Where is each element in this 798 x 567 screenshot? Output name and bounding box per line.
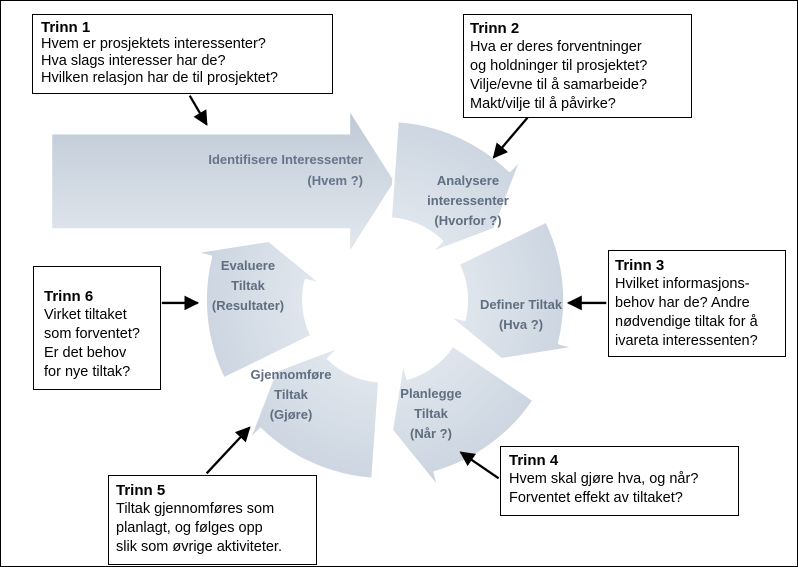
step1-text-line: Hva slags interesser har de? [41,53,226,69]
cycle-label-line: Definer Tiltak [479,297,563,312]
cycle-label-line: (Når ?) [410,426,452,441]
connector-step2-arrow [494,118,528,158]
step3-text-line: nødvendige tiltak for å [615,314,758,330]
cycle-label-line: Gjennomføre [250,367,332,382]
main-arrow-label-line: (Hvem ?) [307,173,363,188]
step5-text-line: Tiltak gjennomføres som [116,501,275,517]
step5-text-line: planlagt, og følges opp [116,520,263,536]
step2-text-line: Makt/vilje til å påvirke? [470,96,616,112]
step3-text-line: ivareta interessenten? [615,333,758,349]
cycle-label-analysere [427,171,509,231]
step4-text-line: Forventet effekt av tiltaket? [509,490,683,506]
cycle-label-line: (Resultater) [211,298,285,313]
step2-text-line: Hva er deres forventninger [470,39,642,55]
cycle-label-line: (Hvorfor ?) [434,213,502,228]
callout-step6 [33,266,161,390]
step6-text-line: som forventet? [44,326,140,342]
cycle-label-gjennomfore [251,365,332,425]
step6-title: Trinn 6 [44,288,94,305]
main-arrow-label-line: Identifisere Interessenter [208,152,363,167]
main-arrow-label [151,149,363,191]
step2-text-line: Vilje/evne til å samarbeide? [470,77,648,93]
cycle-label-line: Analysere [436,173,500,188]
step4-title: Trinn 4 [509,452,559,469]
cycle-label-line: interessenter [427,193,509,208]
step3-text-line: behov har de? Andre [615,295,750,311]
callout-step2 [463,14,692,118]
cycle-label-line: (Gjøre) [269,407,313,422]
step2-text-line: og holdninger til prosjektet? [470,58,648,74]
step3-text-line: Hvilket informasjons- [615,276,750,292]
cycle-label-line: Tiltak [231,278,265,293]
callout-step5 [108,475,317,565]
cycle-label-line: Tiltak [414,406,448,421]
cycle-label-line: Evaluere [220,258,276,273]
step3-title: Trinn 3 [615,257,665,274]
connector-step1-arrow [190,96,207,125]
step2-title: Trinn 2 [470,20,520,37]
step1-text-line: Hvilken relasjon har de til prosjektet? [41,70,278,86]
step4-text-line: Hvem skal gjøre hva, og når? [509,471,699,487]
callout-step4 [500,446,739,516]
cycle-label-evaluere [212,256,284,316]
callout-step3 [608,250,786,357]
cycle-label-definer [480,295,562,335]
step6-text-line: for nye tiltak? [44,364,131,380]
step6-text-line: Er det behov [44,345,127,361]
cycle-label-planlegge [400,384,461,444]
connector-step5-arrow [207,427,250,473]
step6-text-line: Virket tiltaket [44,307,127,323]
step1-title: Trinn 1 [41,19,91,36]
cycle-label-line: (Hva ?) [498,317,544,332]
step5-title: Trinn 5 [116,482,166,499]
step5-text-line: slik som øvrige aktiviteter. [116,539,282,555]
step1-text-line: Hvem er prosjektets interessenter? [41,36,266,52]
cycle-label-line: Tiltak [274,387,308,402]
connector-step4-arrow [461,452,499,478]
callout-step1 [32,14,333,94]
cycle-label-line: Planlegge [400,386,462,401]
